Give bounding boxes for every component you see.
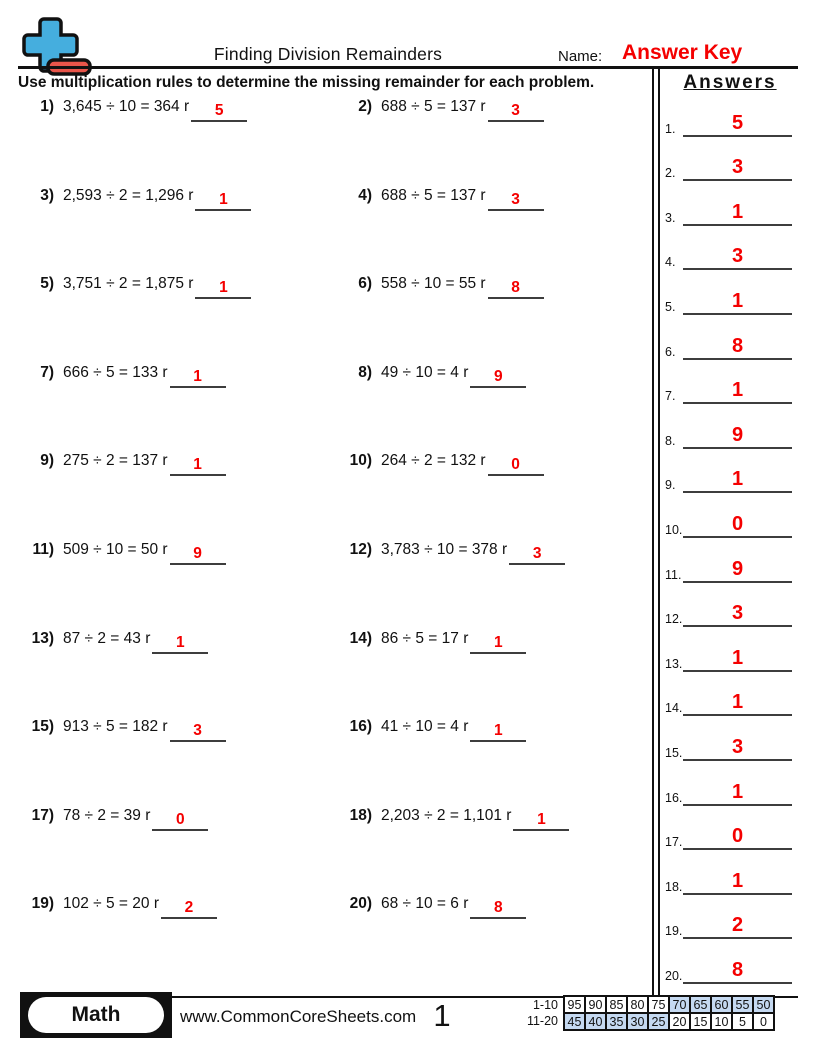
- answer-number: 7.: [665, 389, 676, 404]
- answer-row: [660, 583, 800, 628]
- remainder-blank: 1: [170, 368, 226, 388]
- problem-item: [18, 187, 336, 276]
- problem-item: [336, 98, 650, 187]
- answer-row: [660, 493, 800, 538]
- expression-text: 2,203 ÷ 2 = 1,101 r: [381, 806, 512, 824]
- problem-item: [336, 718, 650, 807]
- grading-cell: 20: [669, 1013, 690, 1030]
- answer-value: 9: [731, 557, 744, 580]
- problem-expression: [381, 187, 544, 207]
- answer-number: 20.: [665, 968, 683, 983]
- grading-cell: 5: [732, 1013, 753, 1030]
- grading-cell: 90: [585, 996, 606, 1013]
- problem-expression: [63, 275, 251, 295]
- answer-value: 3: [731, 602, 744, 625]
- problem-number: 4): [358, 186, 372, 204]
- answer-value: 5: [731, 111, 744, 134]
- answer-value: 1: [731, 780, 744, 803]
- expression-text: 558 ÷ 10 = 55 r: [381, 275, 486, 293]
- problem-expression: [63, 452, 226, 472]
- expression-text: 102 ÷ 5 = 20 r: [63, 895, 159, 913]
- answer-value: 1: [731, 468, 744, 491]
- problem-expression: [381, 895, 526, 915]
- expression-text: 688 ÷ 5 = 137 r: [381, 98, 486, 115]
- problem-expression: [381, 807, 569, 827]
- answer-number: 10.: [665, 522, 683, 537]
- answer-row: [660, 270, 800, 315]
- problem-number: 15): [31, 718, 54, 736]
- answer-row: [660, 404, 800, 449]
- expression-text: 3,751 ÷ 2 = 1,875 r: [63, 275, 194, 293]
- grading-cell: 85: [606, 996, 627, 1013]
- remainder-blank: 9: [470, 368, 526, 388]
- problem-item: [336, 807, 650, 896]
- expression-text: 264 ÷ 2 = 132 r: [381, 452, 486, 470]
- grading-cell: 45: [564, 1013, 585, 1030]
- remainder-blank: 3: [488, 191, 544, 211]
- grading-cell: 25: [648, 1013, 669, 1030]
- expression-text: 3,783 ÷ 10 = 378 r: [381, 540, 508, 558]
- answer-row: [660, 806, 800, 851]
- grading-cell: 50: [753, 996, 774, 1013]
- problem-item: [18, 364, 336, 453]
- answer-value: 9: [731, 423, 744, 446]
- answer-key-text: Answer Key: [622, 41, 743, 64]
- answer-row: [660, 449, 800, 494]
- answer-row: [660, 360, 800, 405]
- problem-expression: [63, 187, 251, 207]
- score-range-label-2: 11-20: [526, 1014, 558, 1028]
- problem-number: 8): [358, 363, 372, 381]
- expression-text: 666 ÷ 5 = 133 r: [63, 363, 168, 381]
- answer-value: 1: [731, 646, 744, 669]
- remainder-blank: 3: [509, 545, 565, 565]
- problem-number: 14): [349, 629, 372, 647]
- remainder-blank: 3: [488, 102, 544, 122]
- answer-row: [660, 627, 800, 672]
- answer-number: 2.: [665, 166, 676, 181]
- problem-number: 20): [349, 895, 372, 913]
- grading-cell: 95: [564, 996, 585, 1013]
- answer-number: 16.: [665, 790, 683, 805]
- problem-expression: [63, 541, 226, 561]
- problem-number: 9): [40, 452, 54, 470]
- remainder-blank: 9: [170, 545, 226, 565]
- problem-item: [18, 275, 336, 364]
- grading-cell: 75: [648, 996, 669, 1013]
- problem-expression: [381, 275, 544, 295]
- problem-number: 3): [40, 186, 54, 204]
- subject-badge-label: Math: [28, 997, 164, 1033]
- problem-expression: [381, 98, 544, 118]
- grading-cell: 15: [690, 1013, 711, 1030]
- answer-number: 1.: [665, 121, 676, 136]
- remainder-blank: 5: [191, 102, 247, 122]
- remainder-blank: 1: [470, 634, 526, 654]
- problem-expression: [381, 364, 526, 384]
- grading-cell: 65: [690, 996, 711, 1013]
- expression-text: 3,645 ÷ 10 = 364 r: [63, 98, 190, 115]
- answer-row: [660, 226, 800, 271]
- problem-item: [336, 541, 650, 630]
- remainder-blank: 3: [170, 722, 226, 742]
- remainder-blank: 1: [195, 191, 251, 211]
- answer-value: 3: [731, 156, 744, 179]
- expression-text: 688 ÷ 5 = 137 r: [381, 186, 486, 204]
- problem-expression: [63, 718, 226, 738]
- expression-text: 41 ÷ 10 = 4 r: [381, 718, 469, 736]
- answer-number: 14.: [665, 701, 683, 716]
- problem-number: 19): [31, 895, 54, 913]
- grading-table: [563, 995, 775, 1031]
- grading-cell: 60: [711, 996, 732, 1013]
- problem-item: [18, 452, 336, 541]
- grading-cell: 40: [585, 1013, 606, 1030]
- problem-item: [18, 807, 336, 896]
- problem-number: 1): [40, 98, 54, 115]
- answer-number: 13.: [665, 656, 683, 671]
- answer-row: [660, 672, 800, 717]
- subject-badge: [20, 992, 172, 1038]
- answer-value: 3: [731, 735, 744, 758]
- problem-item: [336, 895, 650, 984]
- answer-number: 9.: [665, 478, 676, 493]
- problem-number: 11): [32, 540, 54, 558]
- answer-number: 6.: [665, 344, 676, 359]
- remainder-blank: 1: [470, 722, 526, 742]
- remainder-blank: 1: [152, 634, 208, 654]
- grading-cell: 10: [711, 1013, 732, 1030]
- answer-row: [660, 850, 800, 895]
- remainder-blank: 0: [152, 811, 208, 831]
- answers-divider: [652, 69, 660, 995]
- answer-value: 1: [731, 289, 744, 312]
- problem-number: 7): [40, 363, 54, 381]
- problem-expression: [381, 541, 565, 561]
- problem-expression: [63, 630, 208, 650]
- answer-row: [660, 137, 800, 182]
- instruction-text: Use multiplication rules to determine the missing remainder for each problem.: [18, 74, 595, 91]
- grading-cell: 35: [606, 1013, 627, 1030]
- answer-value: 0: [731, 825, 744, 848]
- problem-item: [336, 630, 650, 719]
- answer-number: 11.: [665, 567, 682, 582]
- problem-expression: [63, 807, 208, 827]
- problem-item: [18, 895, 336, 984]
- problem-item: [336, 275, 650, 364]
- answer-number: 18.: [665, 879, 683, 894]
- answer-value: 8: [731, 334, 744, 357]
- grading-cell: 80: [627, 996, 648, 1013]
- expression-text: 2,593 ÷ 2 = 1,296 r: [63, 186, 194, 204]
- problem-expression: [381, 452, 544, 472]
- expression-text: 68 ÷ 10 = 6 r: [381, 895, 469, 913]
- answer-row: [660, 538, 800, 583]
- problem-number: 10): [349, 452, 372, 470]
- answer-row: [660, 939, 800, 984]
- answer-row: [660, 181, 800, 226]
- name-label: Name:: [558, 48, 603, 65]
- problem-item: [336, 187, 650, 276]
- problem-number: 16): [349, 718, 372, 736]
- remainder-blank: 1: [195, 279, 251, 299]
- page-number: 1: [433, 998, 451, 1033]
- problem-expression: [381, 630, 526, 650]
- remainder-blank: 2: [161, 899, 217, 919]
- header-rule: [18, 66, 798, 69]
- problem-number: 17): [31, 806, 54, 824]
- remainder-blank: 8: [470, 899, 526, 919]
- problem-number: 6): [358, 275, 372, 293]
- page-title: Finding Division Remainders: [213, 44, 443, 64]
- answer-row: [660, 315, 800, 360]
- answer-number: 15.: [665, 745, 683, 760]
- expression-text: 509 ÷ 10 = 50 r: [63, 540, 168, 558]
- problems-grid: [18, 98, 650, 984]
- answer-number: 12.: [665, 612, 683, 627]
- problem-item: [18, 98, 336, 187]
- problem-expression: [63, 98, 247, 118]
- answer-row: [660, 895, 800, 940]
- expression-text: 49 ÷ 10 = 4 r: [381, 363, 469, 381]
- problem-item: [18, 541, 336, 630]
- grading-cell: 30: [627, 1013, 648, 1030]
- grading-row-2: [564, 1013, 774, 1030]
- score-range-label-1: 1-10: [532, 998, 558, 1012]
- remainder-blank: 0: [488, 456, 544, 476]
- answer-value: 3: [731, 245, 744, 268]
- answers-list: [660, 92, 800, 984]
- remainder-blank: 1: [513, 811, 569, 831]
- answer-line: [683, 982, 792, 984]
- answer-number: 3.: [665, 210, 676, 225]
- answer-number: 17.: [665, 835, 683, 850]
- problem-number: 5): [40, 275, 54, 293]
- answer-number: 4.: [665, 255, 676, 270]
- answer-value: 8: [731, 958, 744, 981]
- answers-heading: Answers: [683, 72, 777, 93]
- problem-number: 13): [31, 629, 54, 647]
- problem-item: [18, 630, 336, 719]
- problem-expression: [63, 364, 226, 384]
- expression-text: 87 ÷ 2 = 43 r: [63, 629, 151, 647]
- problem-number: 12): [349, 540, 372, 558]
- grading-cell: 55: [732, 996, 753, 1013]
- grading-cell: 70: [669, 996, 690, 1013]
- answer-value: 1: [731, 200, 744, 223]
- answer-value: 0: [731, 512, 744, 535]
- problem-expression: [63, 895, 217, 915]
- answer-row: [660, 716, 800, 761]
- answer-row: [660, 92, 800, 137]
- problem-expression: [381, 718, 526, 738]
- answer-number: 8.: [665, 433, 676, 448]
- expression-text: 78 ÷ 2 = 39 r: [63, 806, 151, 824]
- remainder-blank: 8: [488, 279, 544, 299]
- answer-value: 1: [731, 379, 744, 402]
- expression-text: 86 ÷ 5 = 17 r: [381, 629, 469, 647]
- grading-cell: 0: [753, 1013, 774, 1030]
- problem-number: 2): [358, 98, 372, 115]
- problem-item: [18, 718, 336, 807]
- remainder-blank: 1: [170, 456, 226, 476]
- answer-row: [660, 761, 800, 806]
- website-url: www.CommonCoreSheets.com: [180, 1007, 417, 1026]
- answer-number: 5.: [665, 299, 676, 314]
- answer-value: 1: [731, 869, 744, 892]
- problem-item: [336, 364, 650, 453]
- problem-item: [336, 452, 650, 541]
- answer-number: 19.: [665, 924, 683, 939]
- answer-value: 2: [731, 914, 744, 937]
- answer-value: 1: [731, 691, 744, 714]
- grading-row-1: [564, 996, 774, 1013]
- problem-number: 18): [349, 806, 372, 824]
- expression-text: 275 ÷ 2 = 137 r: [63, 452, 168, 470]
- expression-text: 913 ÷ 5 = 182 r: [63, 718, 168, 736]
